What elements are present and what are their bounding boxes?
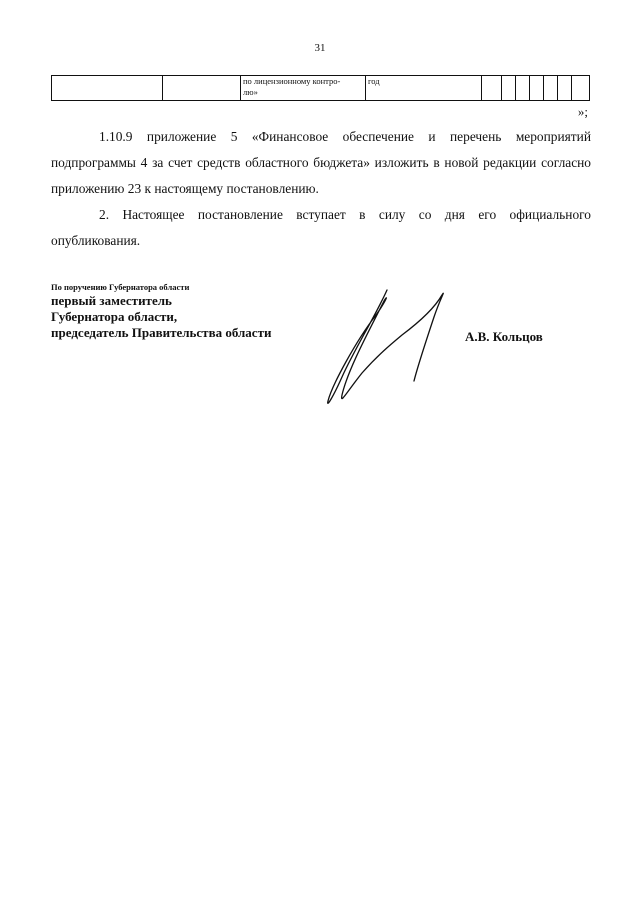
table-cell: по лицензионному контро- лю» [241,76,366,101]
signature-intro: По поручению Губернатора области [51,282,190,292]
handwritten-signature [314,285,464,409]
table-cell [482,76,502,101]
table-cell: год [366,76,482,101]
table-fragment [51,75,590,101]
page-number: 31 [314,42,326,54]
signer-name: А.В. Кольцов [465,329,543,344]
table-cell [544,76,558,101]
table-cell [516,76,530,101]
table-cell [530,76,544,101]
table-cell [558,76,572,101]
table-cell [572,76,590,101]
table-row [52,76,590,101]
signer-position-line-3: председатель Правительства области [51,325,272,340]
table-cell [163,76,241,101]
paragraph-2: 2. Настоящее постановление вступает в силу со дня его официального опубликования. [51,207,591,248]
signer-position-line-2: Губернатора области, [51,309,178,324]
signer-position-line-1: первый заместитель [51,293,172,308]
document-body [51,124,591,254]
closing-quote: »; [577,104,588,119]
table-cell [502,76,516,101]
paragraph-1-10-9: 1.10.9 приложение 5 «Финансовое обеспечение и перечень мероприятий подпрограммы 4 за счет средств областного бюджета» изложить в новой редакции согласно приложению 23 к настоящему постановлению. [51,129,591,196]
table-cell [52,76,163,101]
